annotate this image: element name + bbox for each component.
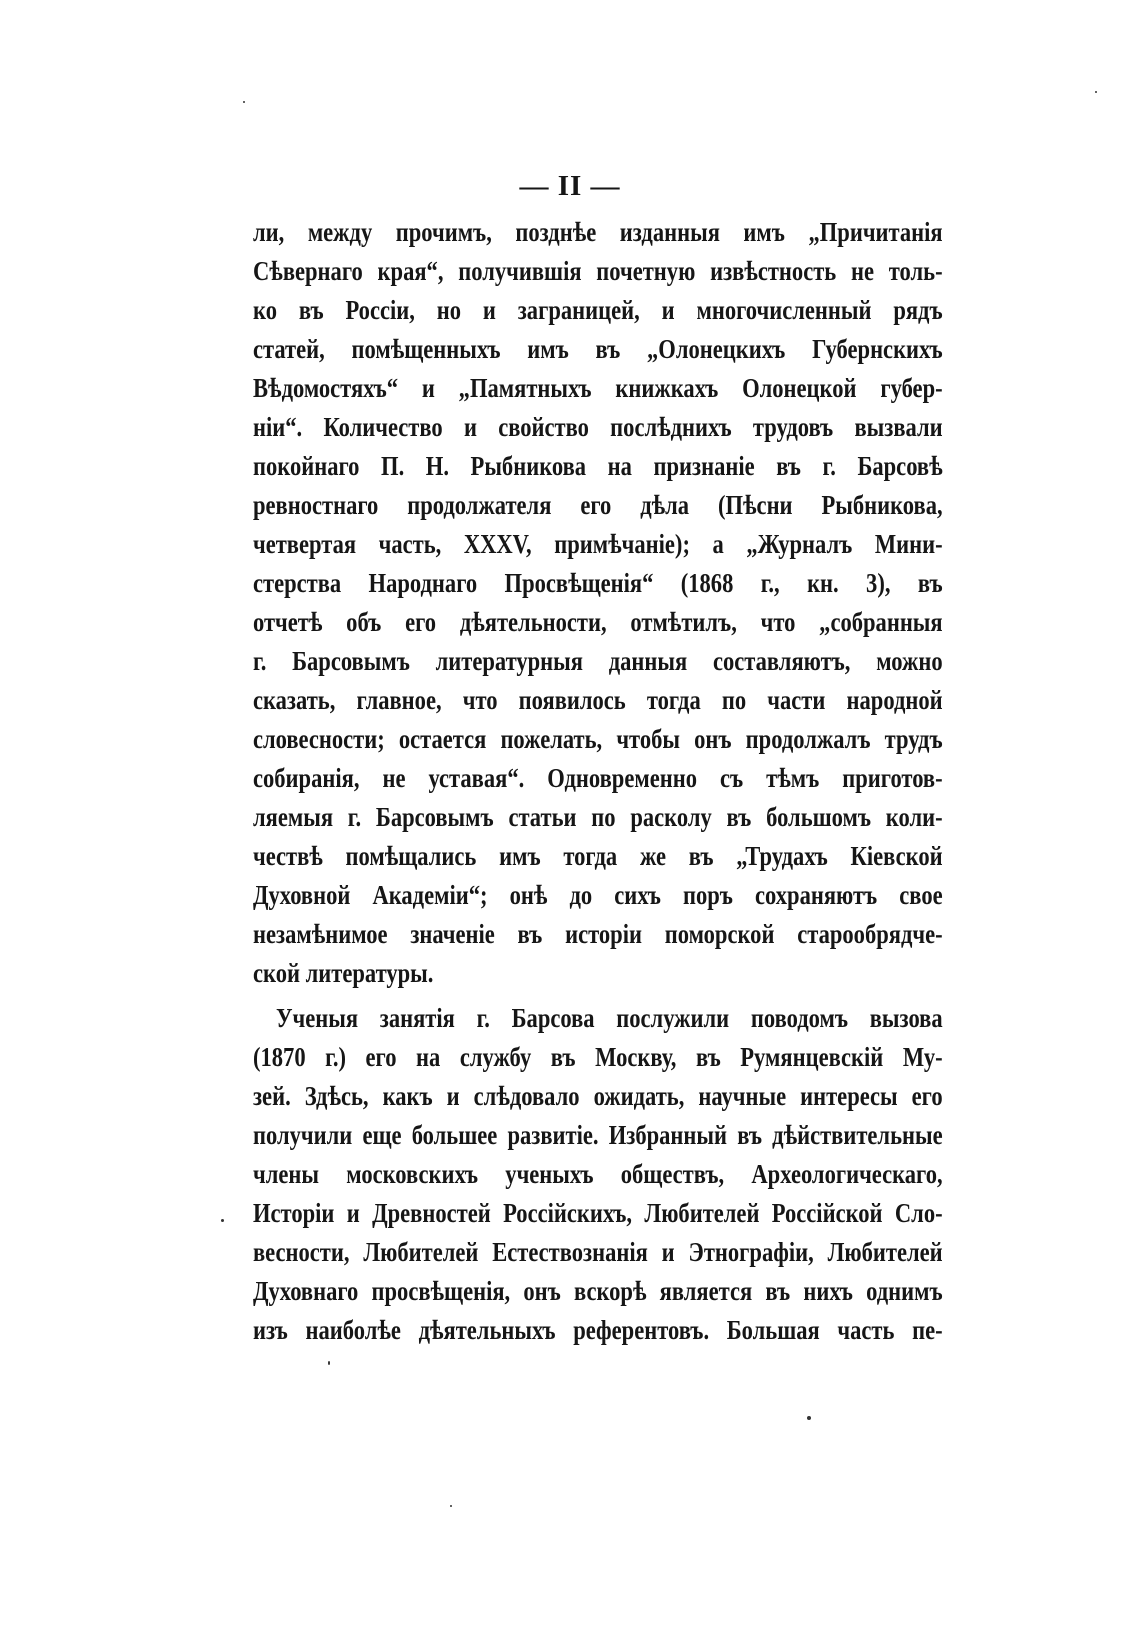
text-line: ской литературы.: [253, 957, 434, 988]
text-line: чествѣ помѣщались имъ тогда же въ „Трудахъ Кіевской: [253, 840, 943, 871]
text-line: члены московскихъ ученыхъ обществъ, Археологическаго,: [253, 1158, 943, 1189]
text-line: Вѣдомостяхъ“ и „Памятныхъ книжкахъ Олонецкой губер-: [253, 372, 943, 403]
text-line: ніи“. Количество и свойство послѣднихъ трудовъ вызвали: [253, 411, 943, 442]
scan-speck: [221, 1219, 224, 1222]
scan-speck: [1095, 91, 1097, 93]
text-line: изъ наиболѣе дѣятельныхъ референтовъ. Большая часть пе-: [253, 1314, 943, 1345]
text-line: покойнаго П. Н. Рыбникова на признаніе въ г. Барсовѣ: [253, 450, 943, 481]
text-line: незамѣнимое значеніе въ исторіи поморской старообрядче-: [253, 918, 943, 949]
text-line: Духовной Академіи“; онѣ до сихъ поръ сохраняютъ свое: [253, 879, 943, 910]
paragraph-1: [253, 212, 943, 992]
text-line: ляемыя г. Барсовымъ статьи по расколу въ большомъ коли-: [253, 801, 943, 832]
text-line: собиранія, не уставая“. Одновременно съ тѣмъ приготов-: [253, 762, 943, 793]
body-text: [253, 212, 943, 1349]
text-line: весности, Любителей Естествознанія и Этнографіи, Любителей: [253, 1236, 943, 1267]
text-line: отчетѣ объ его дѣятельности, отмѣтилъ, что „собранныя: [253, 606, 943, 637]
text-line: Сѣвернаго края“, получившія почетную извѣстность не толь-: [253, 255, 943, 286]
text-line: словесности; остается пожелать, чтобы онъ продолжалъ трудъ: [253, 723, 943, 754]
text-line: г. Барсовымъ литературныя данныя составляютъ, можно: [253, 645, 943, 676]
text-line: ко въ Россіи, но и заграницей, и многочисленный рядъ: [253, 294, 943, 325]
text-line: ли, между прочимъ, позднѣе изданныя имъ „Причитанія: [253, 216, 943, 247]
scan-speck: [807, 1416, 811, 1420]
text-line: (1870 г.) его на службу въ Москву, въ Румянцевскій Му-: [253, 1041, 943, 1072]
text-line: статей, помѣщенныхъ имъ въ „Олонецкихъ Губернскихъ: [253, 333, 943, 364]
text-line: зей. Здѣсь, какъ и слѣдовало ожидать, научные интересы его: [253, 1080, 943, 1111]
scan-speck: [243, 101, 245, 103]
text-line: ревностнаго продолжателя его дѣла (Пѣсни Рыбникова,: [253, 489, 943, 520]
text-line: Исторіи и Древностей Россійскихъ, Любителей Россійской Сло-: [253, 1197, 943, 1228]
text-line: сказать, главное, что появилось тогда по части народной: [253, 684, 943, 715]
text-line: четвертая часть, XXXV, примѣчаніе); а „Журналъ Мини-: [253, 528, 943, 559]
text-line: Духовнаго просвѣщенія, онъ вскорѣ является въ нихъ однимъ: [253, 1275, 943, 1306]
text-line: стерства Народнаго Просвѣщенія“ (1868 г., кн. 3), въ: [253, 567, 943, 598]
text-line: получили еще большее развитіе. Избранный въ дѣйствительные: [253, 1119, 943, 1150]
paragraph-2: [253, 998, 943, 1349]
scan-speck: [450, 1505, 452, 1507]
page-number: — II —: [519, 170, 621, 202]
scan-speck: [328, 1361, 330, 1365]
text-line: Ученыя занятія г. Барсова послужили поводомъ вызова: [275, 1002, 943, 1033]
